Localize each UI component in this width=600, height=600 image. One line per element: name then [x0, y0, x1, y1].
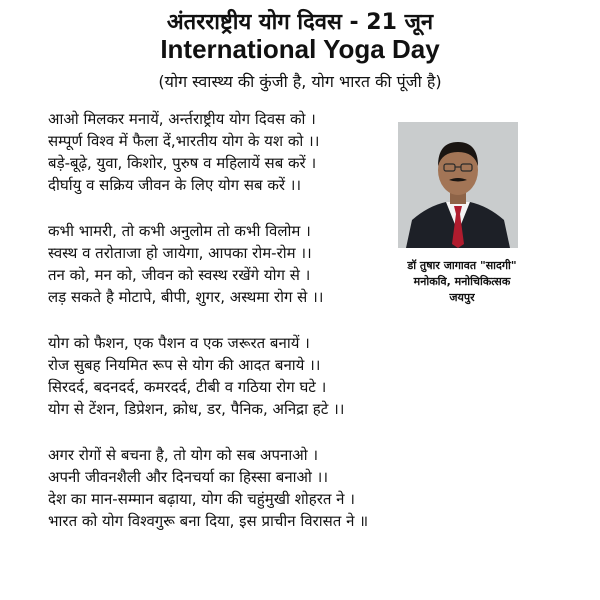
stanza-1	[48, 108, 418, 196]
poem-line: आओ मिलकर मनायें, अर्न्तराष्ट्रीय योग दिवस को ।	[48, 110, 316, 128]
poem-line: अपनी जीवनशैली और दिनचर्या का हिस्सा बनाओ ।।	[48, 468, 329, 486]
poem-line: भारत को योग विश्वगुरू बना दिया, इस प्राचीन विरासत ने ॥	[48, 512, 369, 530]
poem-line: देश का मान-सम्मान बढ़ाया, योग की चहुंमुखी शोहरत ने ।	[48, 490, 355, 508]
poem-line: रोज सुबह नियमित रूप से योग की आदत बनाये ।।	[48, 356, 321, 374]
poem	[48, 108, 418, 556]
poem-line: योग को फैशन, एक पैशन व एक जरूरत बनायें ।	[48, 334, 310, 352]
author-city: जयपुर	[449, 291, 475, 304]
tagline: (योग स्वास्थ्य की कुंजी है, योग भारत की पूंजी है)	[158, 72, 442, 91]
page-title-hindi: अंतरराष्ट्रीय योग दिवस - 21 जून	[166, 10, 434, 35]
stanza-3	[48, 332, 418, 420]
page-title-english: International Yoga Day	[160, 34, 440, 64]
stanza-2	[48, 220, 418, 308]
author-name: डॉ तुषार जागावत "सादगी"	[407, 259, 517, 272]
poem-line: कभी भामरी, तो कभी अनुलोम तो कभी विलोम ।	[48, 222, 311, 240]
poem-line: स्वस्थ व तरोताजा हो जायेगा, आपका रोम-रोम ।।	[48, 244, 312, 262]
poem-line: सम्पूर्ण विश्व में फैला दें,भारतीय योग के यश को ।।	[48, 132, 320, 150]
author-caption	[392, 258, 532, 306]
poem-line: अगर रोगों से बचना है, तो योग को सब अपनाओ ।	[48, 446, 319, 464]
poem-line: लड़ सकते है मोटापे, बीपी, शुगर, अस्थमा रोग से ।।	[48, 288, 324, 306]
poem-line: सिरदर्द, बदनदर्द, कमरदर्द, टीबी व गठिया रोग घटे ।	[48, 378, 327, 396]
poem-line: बड़े-बूढ़े, युवा, किशोर, पुरुष व महिलायें सब करें ।	[48, 154, 317, 172]
poem-line: तन को, मन को, जीवन को स्वस्थ रखेंगे योग से ।	[48, 266, 311, 284]
author-photo	[398, 122, 518, 248]
stanza-4	[48, 444, 418, 532]
poem-line: दीर्घायु व सक्रिय जीवन के लिए योग सब करें ।।	[48, 176, 302, 194]
poem-line: योग से टेंशन, डिप्रेशन, क्रोध, डर, पैनिक, अनिद्रा हटे ।।	[48, 400, 345, 418]
author-role: मनोकवि, मनोचिकित्सक	[413, 275, 511, 288]
